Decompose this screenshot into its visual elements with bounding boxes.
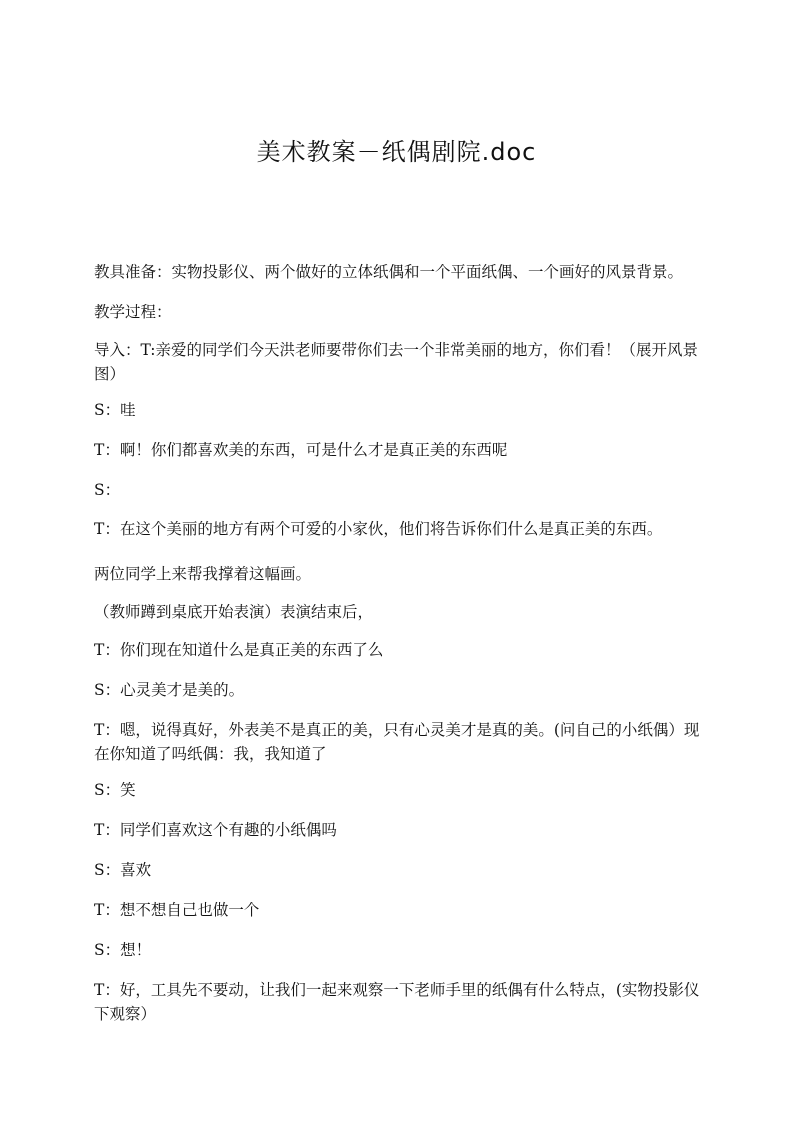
paragraph-introduction: 导入：T:亲爱的同学们今天洪老师要带你们去一个非常美丽的地方，你们看！（展开风景图）	[94, 341, 699, 383]
paragraph-student-wow: S：哇	[94, 401, 136, 419]
paragraph-two-students-hold: 两位同学上来帮我撑着这幅画。	[94, 565, 312, 583]
paragraph-teaching-aids: 教具准备：实物投影仪、两个做好的立体纸偶和一个平面纸偶、一个画好的风景背景。	[94, 263, 684, 281]
paragraph-teacher-do-you-know: T：你们现在知道什么是真正美的东西了么	[94, 641, 384, 659]
paragraph-student-inner-beauty: S：心灵美才是美的。	[94, 681, 245, 699]
paragraph-student-want: S：想！	[94, 941, 152, 959]
paragraph-teacher-well-said: T：嗯，说得真好，外表美不是真正的美，只有心灵美才是真的美。(问自己的小纸偶）现在你知道了吗纸偶：我，我知道了	[94, 721, 700, 763]
paragraph-teacher-like-puppet: T：同学们喜欢这个有趣的小纸偶吗	[94, 821, 337, 839]
paragraph-teacher-observe: T：好，工具先不要动，让我们一起来观察一下老师手里的纸偶有什么特点，(实物投影仪下观察）	[94, 981, 700, 1023]
paragraph-student-like: S：喜欢	[94, 861, 152, 879]
paragraph-student-empty: S：	[94, 481, 121, 499]
document-title: 美术教案－纸偶剧院.doc	[256, 138, 537, 166]
paragraph-teacher-make-one: T：想不想自己也做一个	[94, 901, 260, 919]
paragraph-teacher-two-friends: T：在这个美丽的地方有两个可爱的小家伙，他们将告诉你们什么是真正美的东西。	[94, 520, 663, 538]
paragraph-student-laugh: S：笑	[94, 781, 136, 799]
paragraph-teacher-performs: （教师蹲到桌底开始表演）表演结束后，	[94, 603, 374, 621]
paragraph-teacher-beauty-question: T：啊！你们都喜欢美的东西，可是什么才是真正美的东西呢	[94, 441, 508, 459]
paragraph-teaching-process: 教学过程：	[94, 303, 172, 321]
